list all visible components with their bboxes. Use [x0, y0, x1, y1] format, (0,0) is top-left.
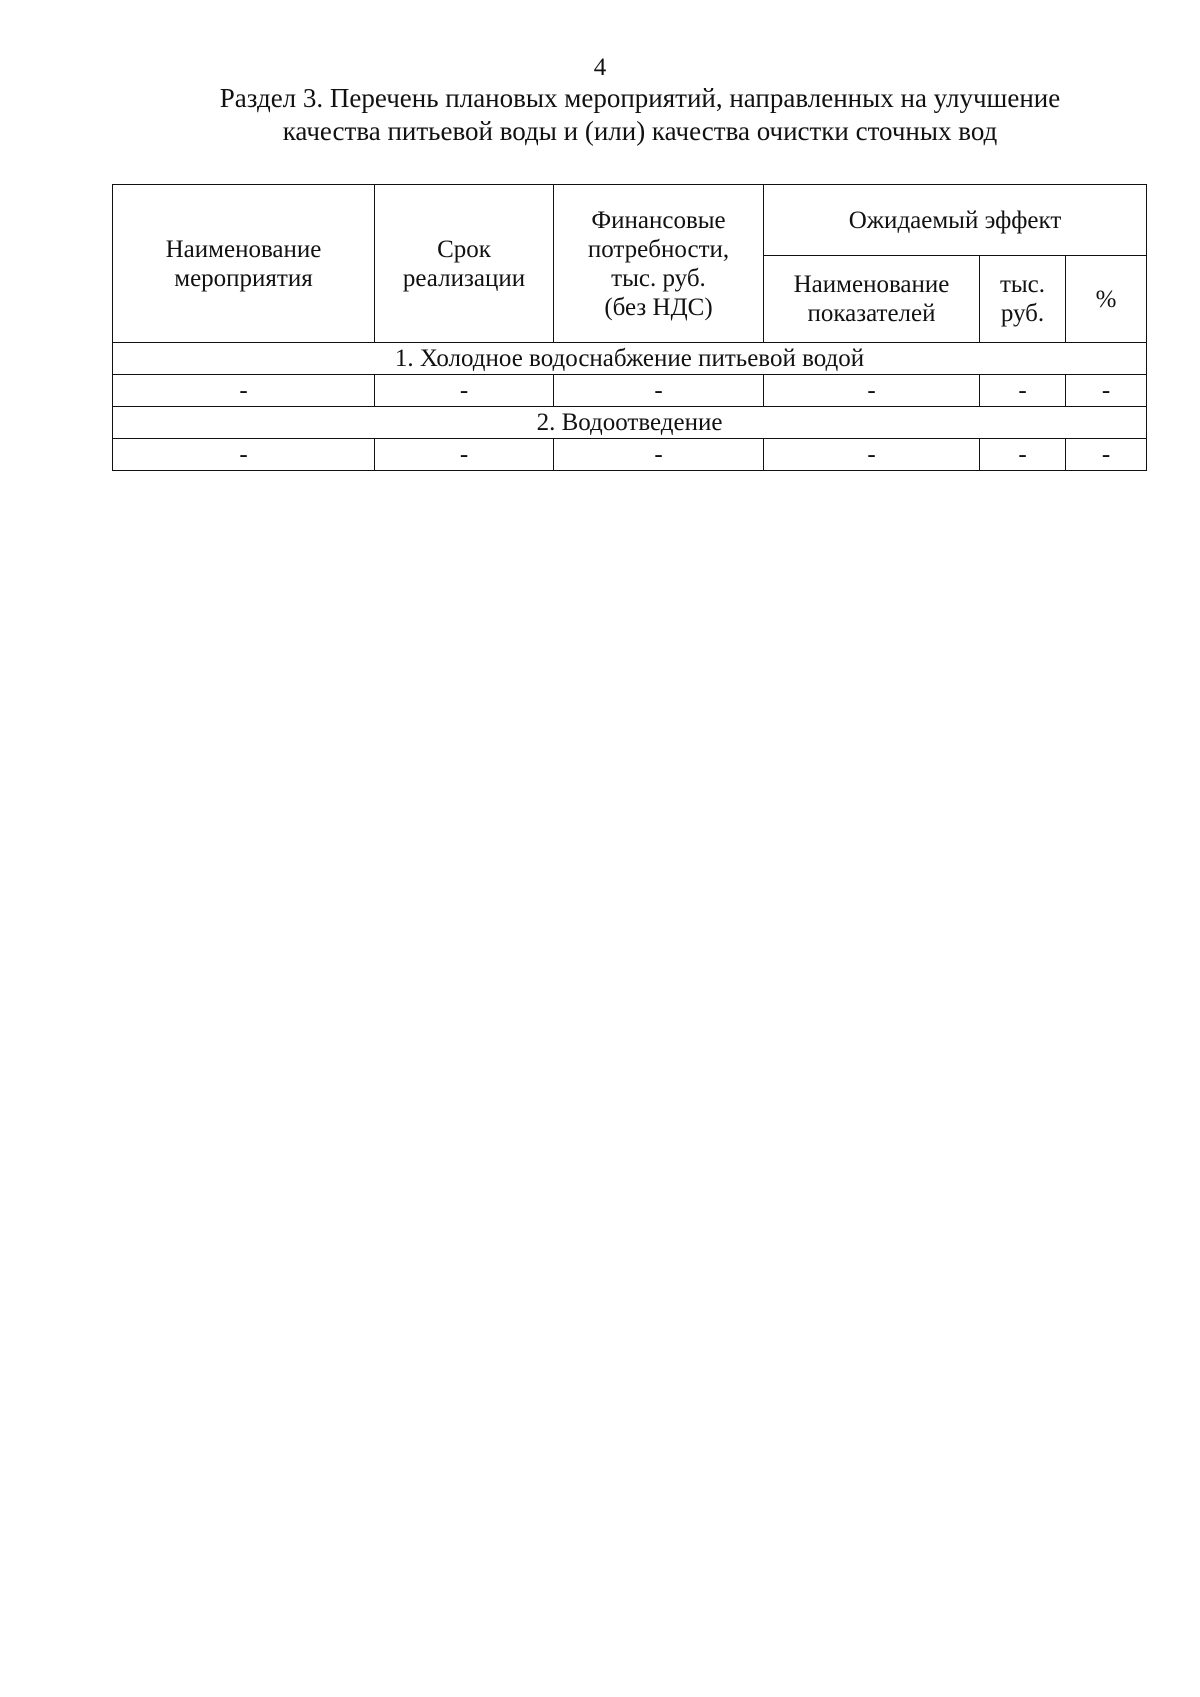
section-title-line-2: качества питьевой воды и (или) качества очистки сточных вод	[282, 116, 998, 146]
section-title-line-1: Раздел 3. Перечень плановых мероприятий, направленных на улучшение	[219, 83, 1061, 113]
cell-indicator: -	[764, 375, 980, 407]
cell-thousand-rub: -	[980, 439, 1066, 471]
header-measure-name	[113, 185, 375, 343]
header-indicator-name	[764, 256, 980, 343]
header-thousand-rub-line-2: руб.	[1000, 300, 1045, 327]
header-measure-name-line-2: мероприятия	[174, 264, 313, 292]
header-expected-effect: Ожидаемый эффект	[764, 185, 1147, 256]
header-finance-line-1: Финансовые	[591, 206, 726, 234]
page-number: 4	[593, 54, 607, 81]
header-indicator-line-2: показателей	[807, 300, 936, 327]
cell-measure-name: -	[113, 439, 375, 471]
header-percent: %	[1066, 256, 1147, 343]
cell-thousand-rub: -	[980, 375, 1066, 407]
cell-percent: -	[1066, 439, 1147, 471]
group-title-cold-water: 1. Холодное водоснабжение питьевой водой	[113, 343, 1147, 375]
cell-term: -	[375, 375, 554, 407]
cell-finance: -	[554, 439, 764, 471]
header-finance-line-3: тыс. руб.	[611, 264, 706, 292]
header-finance-line-2: потребности,	[587, 235, 730, 263]
cell-finance: -	[554, 375, 764, 407]
header-term-line-1: Срок	[437, 235, 491, 263]
header-indicator-line-1: Наименование	[793, 271, 950, 298]
group-title-wastewater: 2. Водоотведение	[113, 407, 1147, 439]
header-finance-line-4: (без НДС)	[604, 293, 713, 321]
measures-table	[112, 184, 1147, 471]
cell-percent: -	[1066, 375, 1147, 407]
table-header-row	[113, 185, 1147, 256]
section-title	[160, 82, 1120, 148]
table-row	[113, 439, 1147, 471]
header-term-line-2: реализации	[402, 264, 526, 292]
header-thousand-rub-line-1: тыс.	[999, 271, 1046, 298]
group-row-cold-water	[113, 343, 1147, 375]
cell-indicator: -	[764, 439, 980, 471]
header-implementation-term	[375, 185, 554, 343]
header-financial-needs	[554, 185, 764, 343]
table-row	[113, 375, 1147, 407]
cell-term: -	[375, 439, 554, 471]
header-thousand-rub	[980, 256, 1066, 343]
header-measure-name-line-1: Наименование	[165, 235, 322, 263]
cell-measure-name: -	[113, 375, 375, 407]
group-row-wastewater	[113, 407, 1147, 439]
